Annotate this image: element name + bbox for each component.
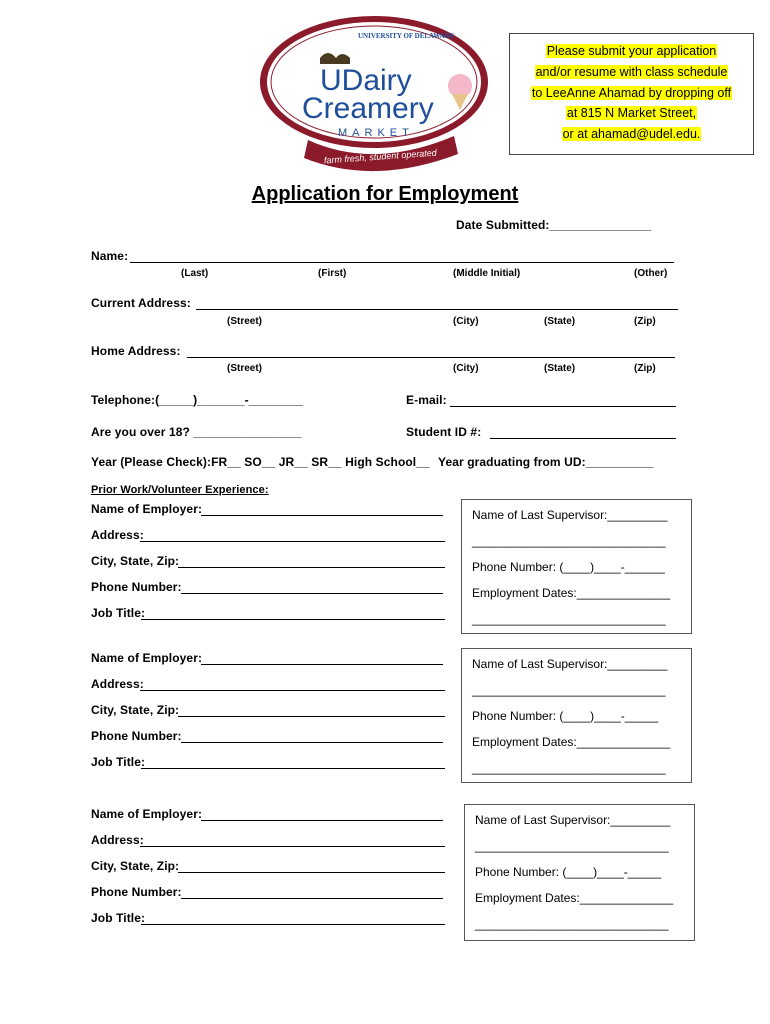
home-state-caption: (State)	[544, 363, 576, 374]
current-address-input-line[interactable]	[196, 309, 678, 310]
supervisor-blank-field[interactable]: _____________________________	[475, 839, 669, 853]
employer-name-input-line[interactable]	[201, 515, 443, 516]
year-check-field[interactable]: Year (Please Check):FR__ SO__ JR__ SR__ High School__	[91, 455, 430, 469]
employer-city-input-line[interactable]	[178, 716, 445, 717]
employment-dates-blank[interactable]: _____________________________	[472, 761, 666, 775]
employer-name-label: Name of Employer:	[91, 502, 203, 516]
employment-dates-blank[interactable]: _____________________________	[472, 612, 666, 626]
home-city-caption: (City)	[453, 363, 479, 374]
employer-city-label: City, State, Zip:	[91, 703, 180, 717]
notice-line: Please submit your application	[546, 44, 717, 58]
notice-line: at 815 N Market Street,	[566, 106, 697, 121]
notice-line: and/or resume with class schedule	[535, 64, 728, 79]
current-street-caption: (Street)	[227, 316, 263, 327]
supervisor-phone-field[interactable]: Phone Number: (____)____-_____	[472, 709, 659, 723]
supervisor-name-field[interactable]: Name of Last Supervisor:_________	[475, 813, 671, 827]
employer-phone-input-line[interactable]	[181, 593, 443, 594]
email-label: E-mail:	[406, 393, 447, 407]
name-other-caption: (Other)	[634, 268, 668, 279]
employer-phone-input-line[interactable]	[181, 898, 443, 899]
supervisor-phone-field[interactable]: Phone Number: (____)____-_____	[475, 865, 662, 879]
employer-job-title-label: Job Title:	[91, 911, 146, 925]
employment-dates-blank[interactable]: _____________________________	[475, 917, 669, 931]
employer-address-label: Address:	[91, 833, 144, 847]
student-id-label: Student ID #:	[406, 425, 482, 439]
name-middle-caption: (Middle Initial)	[453, 268, 521, 279]
employer-address-input-line[interactable]	[140, 846, 445, 847]
employer-phone-label: Phone Number:	[91, 885, 182, 899]
current-address-label: Current Address:	[91, 296, 191, 310]
supervisor-box-1	[461, 499, 692, 634]
employer-city-input-line[interactable]	[178, 567, 445, 568]
email-input-line[interactable]	[450, 406, 676, 407]
current-state-caption: (State)	[544, 316, 576, 327]
date-submitted-field[interactable]: Date Submitted:_______________	[456, 218, 652, 232]
logo-brand-line3: MARKET	[338, 127, 414, 139]
home-address-label: Home Address:	[91, 344, 181, 358]
telephone-field[interactable]: Telephone:(_____)_______-________	[91, 393, 303, 407]
employer-job-title-label: Job Title:	[91, 606, 146, 620]
prior-experience-heading: Prior Work/Volunteer Experience:	[91, 484, 269, 496]
employer-phone-label: Phone Number:	[91, 580, 182, 594]
student-id-input-line[interactable]	[490, 438, 676, 439]
name-label: Name:	[91, 249, 129, 263]
employer-phone-label: Phone Number:	[91, 729, 182, 743]
name-first-caption: (First)	[318, 268, 347, 279]
home-zip-caption: (Zip)	[634, 363, 656, 374]
employer-address-input-line[interactable]	[140, 541, 445, 542]
employer-name-input-line[interactable]	[201, 820, 443, 821]
home-address-input-line[interactable]	[187, 357, 675, 358]
supervisor-blank-field[interactable]: _____________________________	[472, 683, 666, 697]
logo-university: UNIVERSITY OF DELAWARE	[358, 32, 455, 40]
employer-phone-input-line[interactable]	[181, 742, 443, 743]
notice-line: to LeeAnne Ahamad by dropping off	[531, 85, 732, 100]
logo-ribbon-text: farm fresh, student operated	[323, 147, 438, 166]
employer-city-label: City, State, Zip:	[91, 859, 180, 873]
employer-address-label: Address:	[91, 677, 144, 691]
employer-job-title-input-line[interactable]	[141, 768, 445, 769]
name-input-line[interactable]	[130, 262, 674, 263]
over-18-field[interactable]: Are you over 18? ________________	[91, 425, 302, 439]
employer-job-title-input-line[interactable]	[141, 619, 445, 620]
employment-dates-field[interactable]: Employment Dates:______________	[472, 735, 671, 749]
employer-name-input-line[interactable]	[201, 664, 443, 665]
employer-job-title-input-line[interactable]	[141, 924, 445, 925]
employer-address-label: Address:	[91, 528, 144, 542]
current-city-caption: (City)	[453, 316, 479, 327]
supervisor-blank-field[interactable]: _____________________________	[472, 534, 666, 548]
employment-dates-field[interactable]: Employment Dates:______________	[472, 586, 671, 600]
employer-city-input-line[interactable]	[178, 872, 445, 873]
employer-name-label: Name of Employer:	[91, 807, 203, 821]
supervisor-phone-field[interactable]: Phone Number: (____)____-______	[472, 560, 665, 574]
year-graduating-field[interactable]: Year graduating from UD:__________	[438, 455, 654, 469]
supervisor-name-field[interactable]: Name of Last Supervisor:_________	[472, 657, 668, 671]
udairy-creamery-logo	[258, 14, 490, 174]
employer-address-input-line[interactable]	[140, 690, 445, 691]
logo-brand-line1: UDairy	[320, 64, 412, 97]
name-last-caption: (Last)	[181, 268, 209, 279]
employer-name-label: Name of Employer:	[91, 651, 203, 665]
supervisor-box-3	[464, 804, 695, 941]
page-title: Application for Employment	[251, 183, 519, 205]
supervisor-name-field[interactable]: Name of Last Supervisor:_________	[472, 508, 668, 522]
supervisor-box-2	[461, 648, 692, 783]
home-street-caption: (Street)	[227, 363, 263, 374]
employer-job-title-label: Job Title:	[91, 755, 146, 769]
submission-notice	[509, 33, 754, 155]
logo-brand-line2: Creamery	[302, 92, 434, 125]
current-zip-caption: (Zip)	[634, 316, 656, 327]
notice-line: or at ahamad@udel.edu.	[562, 127, 701, 142]
employer-city-label: City, State, Zip:	[91, 554, 180, 568]
employment-dates-field[interactable]: Employment Dates:______________	[475, 891, 674, 905]
